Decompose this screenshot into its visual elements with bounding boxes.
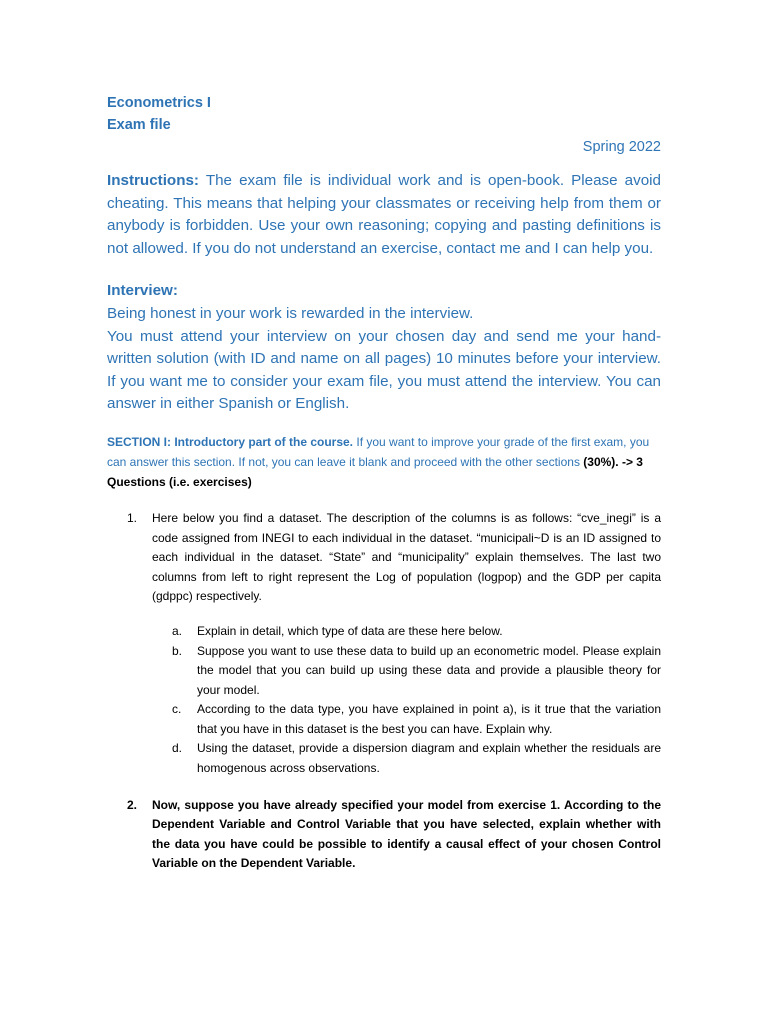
instructions-text: The exam file is individual work and is open-book. Please avoid cheating. This means that helping your classmates or receiving help from them or anybody is forbidden. Use your own reasoning; copying and pasting definitions is not allowed. If you do not understand an exercise, contact me and I can help you. (107, 172, 661, 257)
document-type: Exam file (107, 117, 171, 133)
term-label: Spring 2022 (582, 139, 661, 155)
title-block (107, 92, 661, 136)
section-intro (107, 432, 661, 492)
subquestion-letter: a. (172, 623, 183, 638)
subquestion-a (152, 622, 661, 642)
subquestion-text: Suppose you want to use these data to build up an econometric model. Please explain the model that you can build up using these data and provide a plausible theory for your model. (197, 643, 661, 697)
subquestion-letter: d. (172, 741, 183, 756)
subquestion-c (152, 700, 661, 739)
subquestion-list (152, 622, 661, 779)
interview-line-2: You must attend your interview on your chosen day and send me your hand-written solution (with ID and name on all pages) 10 minutes before your interview. If you want me to consider your exam file, you must attend the interview. You can answer in either Spanish or English. (107, 327, 661, 413)
subquestion-d (152, 739, 661, 778)
instructions-label: Instructions: (107, 172, 199, 189)
subquestion-text: According to the data type, you have explained in point a), is it true that the variation that you have in this dataset is the best you can have. Explain why. (197, 702, 661, 736)
question-2 (107, 796, 661, 874)
course-title: Econometrics I (107, 95, 211, 111)
instructions-paragraph (107, 170, 661, 260)
question-number: 1. (127, 510, 138, 525)
question-list (107, 509, 661, 874)
subquestion-b (152, 642, 661, 701)
section-label: SECTION I: Introductory part of the course. (107, 434, 354, 449)
interview-line-1: Being honest in your work is rewarded in the interview. (107, 304, 474, 322)
question-text: Now, suppose you have already specified your model from exercise 1. According to the Dependent Variable and Control Variable that you have selected, explain whether with the data you have could be possible to identify a causal effect of your chosen Control Variable on the Dependent Variable. (152, 797, 661, 871)
interview-label: Interview: (107, 282, 178, 300)
question-text: Here below you find a dataset. The description of the columns is as follows: “cve_inegi” is a code assigned from INEGI to each individual in the dataset. “municipali~D is an ID assigned to each individual in the dataset. “State” and “municipality” explain themselves. The last two columns from left to right represent the Log of population (logpop) and the GDP per capita (gdppc) respectively. (152, 510, 661, 604)
subquestion-letter: c. (172, 702, 182, 717)
interview-block (107, 280, 661, 416)
subquestion-text: Using the dataset, provide a dispersion diagram and explain whether the residuals are homogenous across observations. (197, 741, 661, 776)
subquestion-text: Explain in detail, which type of data are these here below. (197, 623, 503, 638)
question-1 (107, 509, 661, 779)
exam-page (107, 92, 661, 874)
section-text: If you want to improve your grade of the first exam, you can answer this section. If not, you can leave it blank and proceed with the other sections (107, 434, 650, 469)
subquestion-letter: b. (172, 643, 183, 658)
question-number: 2. (127, 797, 138, 812)
section-weight: (30%). -> 3 Questions (i.e. exercises) (107, 454, 643, 489)
